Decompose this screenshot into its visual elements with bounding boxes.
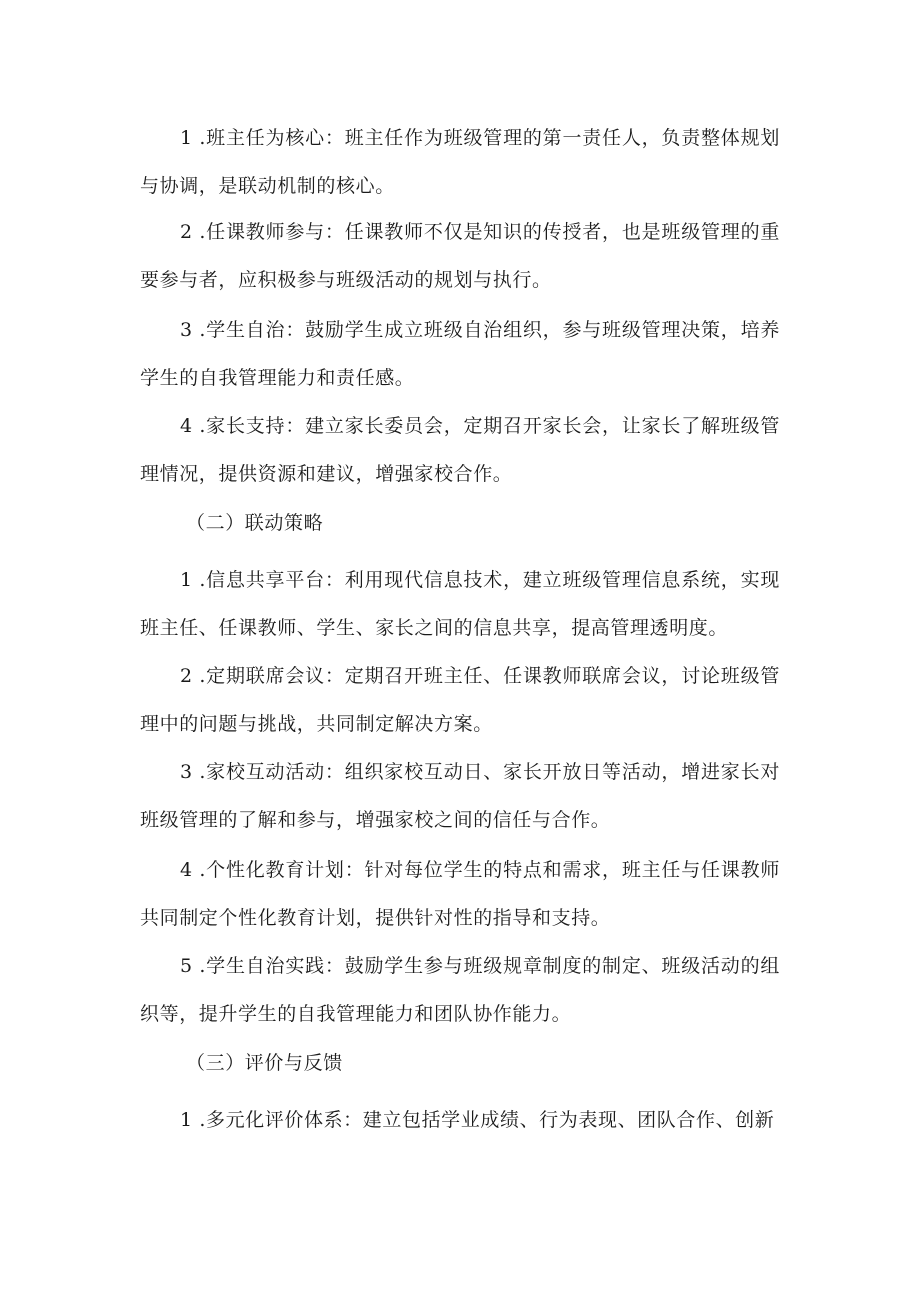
list-item (140, 556, 780, 652)
item-text: 个性化教育计划：针对每位学生的特点和需求，班主任与任课教师共同制定个性化教育计划，提供针对性的指导和支持。 (140, 859, 780, 929)
item-number: 2 . (180, 221, 206, 243)
list-item (140, 306, 780, 402)
item-text: 学生自治实践：鼓励学生参与班级规章制度的制定、班级活动的组织等，提升学生的自我管理能力和团队协作能力。 (140, 955, 780, 1025)
list-item (140, 114, 780, 210)
list-item (140, 748, 780, 844)
item-number: 5 . (180, 955, 206, 977)
list-item (140, 942, 780, 1038)
list-item (140, 846, 780, 942)
item-number: 2 . (180, 665, 206, 687)
section-heading: （三）评价与反馈 (186, 1052, 343, 1074)
item-number: 1 . (180, 1109, 206, 1131)
item-text: 任课教师参与：任课教师不仅是知识的传授者，也是班级管理的重要参与者，应积极参与班级活动的规划与执行。 (140, 221, 780, 291)
item-number: 3 . (180, 761, 206, 783)
item-number: 4 . (180, 415, 206, 437)
item-text: 多元化评价体系：建立包括学业成绩、行为表现、团队合作、创新 (205, 1109, 775, 1131)
list-item (140, 652, 780, 748)
item-number: 4 . (180, 859, 206, 881)
list-item (140, 402, 780, 498)
item-text: 家校互动活动：组织家校互动日、家长开放日等活动，增进家长对班级管理的了解和参与，增强家校之间的信任与合作。 (140, 761, 780, 831)
item-number: 3 . (180, 319, 206, 341)
item-text: 班主任为核心：班主任作为班级管理的第一责任人，负责整体规划与协调，是联动机制的核心。 (140, 127, 780, 197)
list-item (140, 1096, 780, 1144)
item-number: 1 . (180, 569, 206, 591)
item-text: 定期联席会议：定期召开班主任、任课教师联席会议，讨论班级管理中的问题与挑战，共同制定解决方案。 (140, 665, 780, 735)
section-heading: （二）联动策略 (186, 512, 324, 534)
item-text: 学生自治：鼓励学生成立班级自治组织，参与班级管理决策，培养学生的自我管理能力和责任感。 (140, 319, 780, 389)
item-text: 信息共享平台：利用现代信息技术，建立班级管理信息系统，实现班主任、任课教师、学生、家长之间的信息共享，提高管理透明度。 (140, 569, 780, 639)
item-text: 家长支持：建立家长委员会，定期召开家长会，让家长了解班级管理情况，提供资源和建议，增强家校合作。 (140, 415, 780, 485)
item-number: 1 . (180, 127, 206, 149)
list-item (140, 208, 780, 304)
